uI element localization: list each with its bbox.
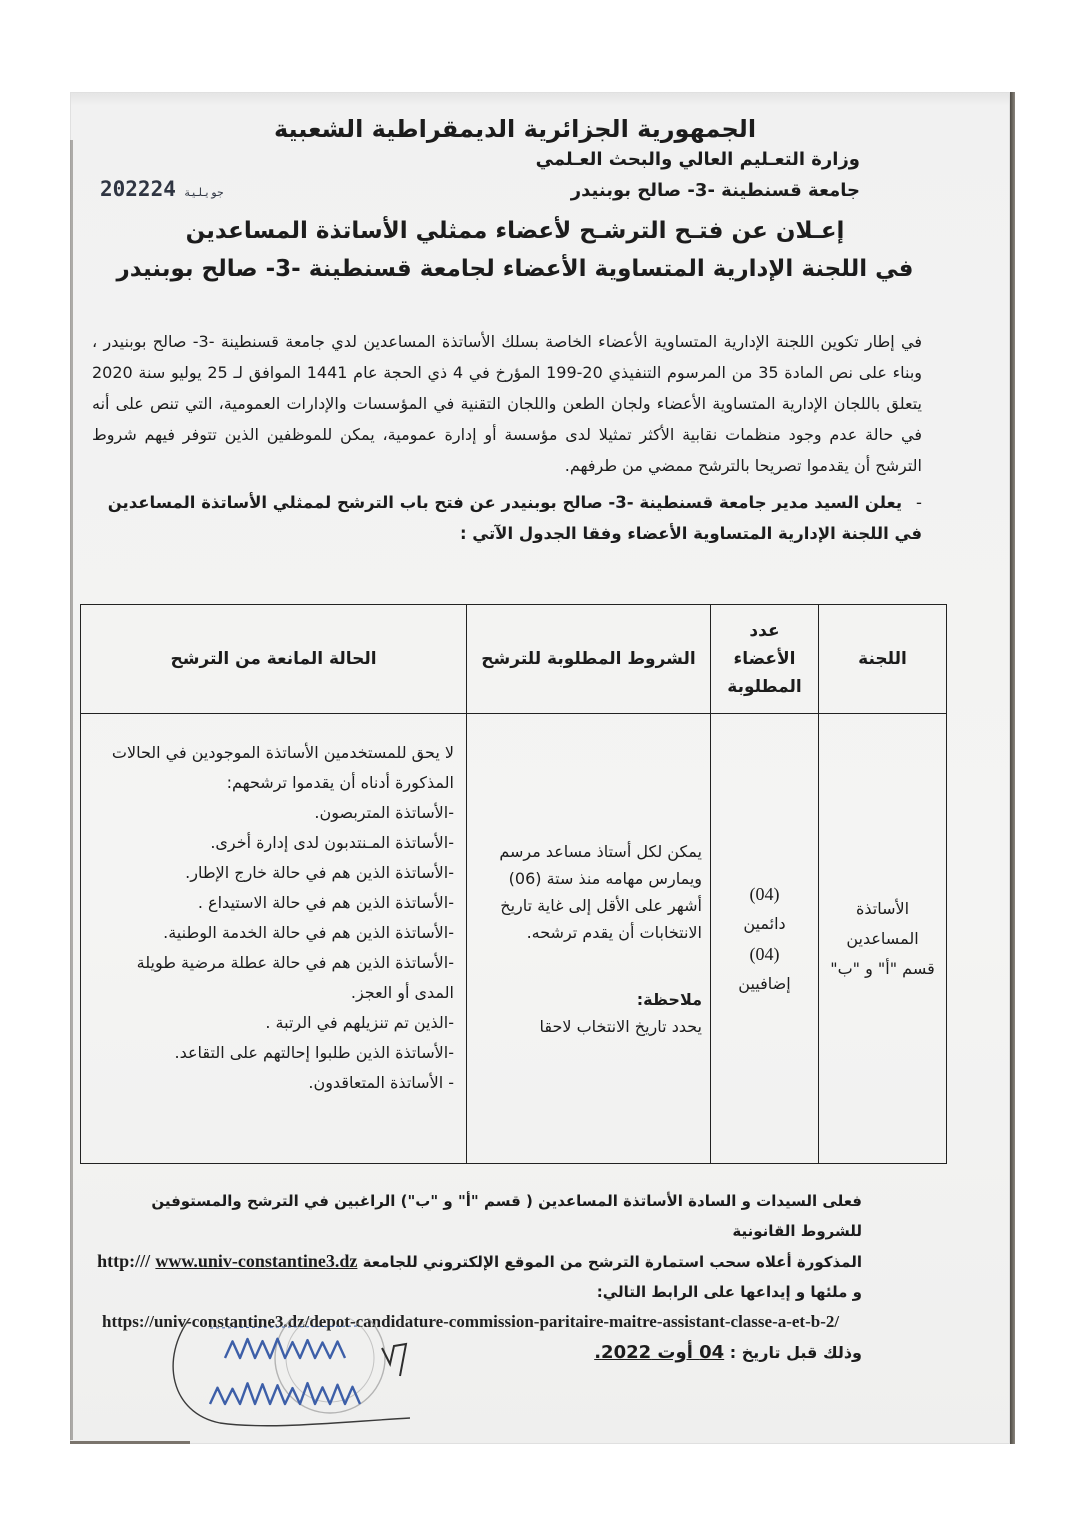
- header-count-line: عدد: [749, 621, 780, 641]
- list-item: -الأساتذة الذين هم في حالة الاستيداع .: [197, 893, 454, 912]
- republic-header: الجمهورية الجزائرية الديمقراطية الشعبية: [273, 115, 757, 143]
- permanent-count: (04): [749, 883, 780, 904]
- closing-line2-text: المذكورة أعلاه سحب استمارة الترشح من الموقع الإلكتروني للجامعة: [362, 1253, 862, 1271]
- committee-line: الأساتذة: [855, 898, 910, 918]
- cell-barriers: [81, 714, 467, 1164]
- closing-paragraph: [92, 1186, 922, 1307]
- note-label: ملاحظة:: [636, 989, 702, 1009]
- page-edge-shadow: [1010, 92, 1015, 1444]
- document-header: [90, 112, 940, 288]
- list-item: -الذين تم تنزيلهم في الرتبة .: [265, 1013, 454, 1032]
- committee-line: قسم "أ" و "ب": [830, 958, 935, 978]
- note-text: يحدد تاريخ الانتخاب لاحقا: [539, 1016, 702, 1036]
- ministry-name: وزارة التعـليم العالي والبحث العـلمي: [535, 149, 860, 170]
- announcement-title: [90, 212, 940, 288]
- conditions-text: يمكن لكل أستاذ مساعد مرسم ويمارس مهامه منذ ستة (06) أشهر على الأقل إلى غاية تاريخ الانتخابات أن يقدم ترشحه.: [499, 841, 702, 942]
- substitute-label: إضافيين: [738, 973, 791, 993]
- document-body: [92, 326, 922, 549]
- list-item: - الأساتذة المتعاقدون.: [308, 1073, 454, 1092]
- list-item: -الأساتذة الذين طلبوا إحالتهم على التقاعد.: [174, 1043, 454, 1062]
- announcement-title-line1: إعـلان عن فتـح الترشـح لأعضاء ممثلي الأساتذة المساعدين: [185, 218, 845, 244]
- cell-member-count: [711, 714, 819, 1164]
- table-header-row: [81, 605, 947, 714]
- header-count-line: المطلوبة: [727, 677, 802, 697]
- closing-line2: [92, 1246, 862, 1277]
- header-barriers: الحالة المانعة من الترشح: [81, 605, 467, 714]
- date-stamp: [90, 174, 232, 208]
- candidacy-table: [80, 604, 947, 1164]
- signature-stroke-icon: [173, 1318, 410, 1426]
- stamp-ink-stroke: [225, 1339, 345, 1358]
- page-edge-shadow: [70, 1441, 190, 1444]
- signature-stamp: [150, 1318, 450, 1438]
- permanent-label: دائمين: [743, 913, 786, 933]
- closing-line1: فعلى السيدات و السادة الأساتذة المساعدين ( قسم "أ" و "ب") الراغبين في الترشح والمستوفين للشروط القانونية: [151, 1192, 862, 1240]
- header-member-count: [711, 605, 819, 714]
- closing-line3: و ملئها و إيداعها على الرابط التالي:: [596, 1283, 862, 1301]
- announcement-paragraph: [92, 487, 922, 549]
- cell-committee: [819, 714, 947, 1164]
- protocol-text: http:///: [97, 1251, 151, 1271]
- university-website-link[interactable]: www.univ-constantine3.dz: [155, 1251, 358, 1271]
- university-row: [90, 174, 940, 208]
- barriers-list: [93, 798, 454, 1098]
- date-day: 24: [150, 177, 176, 201]
- intro-paragraph: في إطار تكوين اللجنة الإدارية المتساوية الأعضاء الخاصة بسلك الأساتذة المساعدين لدي جامعة قسنطينة -3- صالح بوبنيدر ، وبناء على نص المادة 35 من المرسوم التنفيذي 20-199 المؤرخ في 4 ذي الحجة عام 1441 الموافق لـ 25 يوليو سنة 2020 يتعلق باللجان الإدارية المتساوية الأعضاء ولجان الطعن واللجان التقنية في المؤسسات والإدارات العمومية، التي تنص على أنه في حالة عدم وجود منظمات نقابية الأكثر تمثيلا لدى مؤسسة أو إدارة عمومية، يمكن للموظفين الذين تتوفر فيهم شروط الترشح أن يقدموا تصريحا بالترشح ممضي من طرفهم.: [92, 332, 923, 475]
- header-conditions: الشروط المطلوبة للترشح: [467, 605, 711, 714]
- date-year: 2022: [100, 177, 151, 201]
- list-item: -الأساتذة الذين هم في حالة عطلة مرضية طويلة المدى أو العجز.: [136, 953, 454, 1002]
- round-seal-inner-icon: [286, 1318, 374, 1402]
- cell-conditions: [467, 714, 711, 1164]
- committee-line: المساعدين: [846, 928, 919, 948]
- announcement-text: يعلن السيد مدير جامعة قسنطينة -3- صالح بوبنيدر عن فتح باب الترشح لممثلي الأساتذة المساعدين في اللجنة الإدارية المتساوية الأعضاء وفقا الجدول الآتي :: [107, 493, 922, 543]
- bullet-dash: -: [916, 493, 922, 512]
- round-seal-icon: [275, 1318, 385, 1413]
- list-item: -الأساتذة المـنتدبون لدى إدارة أخرى.: [210, 833, 454, 852]
- list-item: -الأساتذة الذين هم في حالة خارج الإطار.: [185, 863, 454, 882]
- list-item: -الأساتذة الذين هم في حالة الخدمة الوطنية.: [163, 923, 454, 942]
- date-month: جويلية: [183, 186, 224, 199]
- table-row: [81, 714, 947, 1164]
- list-item: -الأساتذة المتربصون.: [314, 803, 454, 822]
- substitute-count: (04): [749, 943, 780, 964]
- header-committee: اللجنة: [819, 605, 947, 714]
- header-count-line: الأعضاء: [733, 649, 796, 669]
- page-edge-shadow: [70, 140, 73, 1440]
- deadline-date: 04 أوت 2022.: [594, 1342, 725, 1363]
- deadline-prefix: وذلك قبل تاريخ :: [724, 1343, 862, 1362]
- university-name: جامعة قسنطينة -3- صالح بوبنيدر: [570, 180, 860, 201]
- stamp-lettering-picture: [210, 1326, 360, 1404]
- barriers-intro: لا يحق للمستخدمين الأساتذة الموجودين في الحالات المذكورة أدناه أن يقدموا ترشحهم:: [111, 743, 454, 792]
- deposit-url-link[interactable]: https://univ-constantine3.dz/depot-candidature-commission-paritaire-maitre-assistant-classe-a-et-b-2/: [102, 1312, 840, 1331]
- announcement-title-line2: في اللجنة الإدارية المتساوية الأعضاء لجامعة قسنطينة -3- صالح بوبنيدر: [116, 256, 914, 282]
